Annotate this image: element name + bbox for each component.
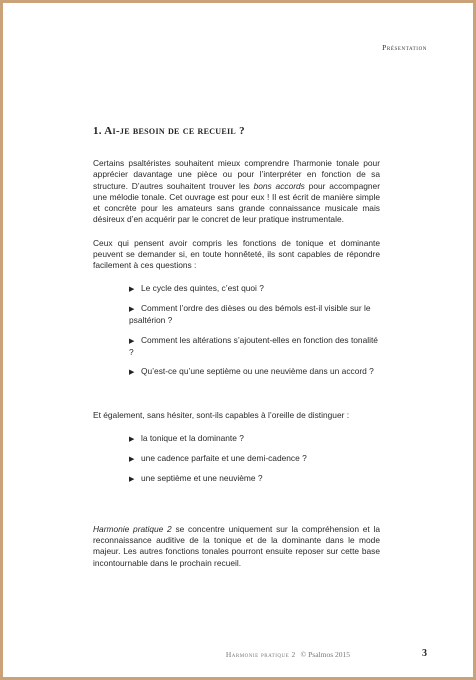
closing-italic-title: Harmonie pratique 2: [93, 523, 172, 534]
page-number: 3: [422, 648, 427, 659]
list-item: [129, 283, 380, 295]
intro-paragraph: [93, 158, 380, 226]
triangle-bullet-icon: ▶: [129, 305, 135, 313]
list-item-text: Comment les altérations s’ajoutent-elles en fonction des tonalité ?: [129, 334, 378, 357]
list-item-text: une cadence parfaite et une demi-cadence ?: [141, 453, 307, 464]
section-title: 1. Ai-je besoin de ce recueil ?: [93, 125, 245, 137]
list-item-text: Le cycle des quintes, c’est quoi ?: [141, 282, 264, 293]
list-item: [129, 335, 380, 359]
triangle-bullet-icon: ▶: [129, 337, 135, 345]
lead-paragraph: Ceux qui pensent avoir compris les fonctions de tonique et dominante peuvent se demander si, en toute honnêteté, ils sont capables de répondre facilement à ces questions :: [93, 237, 380, 271]
footer-copyright: © Psalmos 2015: [300, 650, 350, 659]
list-item: [129, 473, 380, 485]
closing-text: se concentre uniquement sur la compréhension et la reconnaissance auditive de la tonique et de la dominante dans le mode majeur. Les autres fonctions tonales pourront ensuite reposer sur cette base incontournable dans le prochain recueil.: [93, 523, 380, 568]
triangle-bullet-icon: ▶: [129, 456, 135, 464]
middle-paragraph: Et également, sans hésiter, sont-ils capables à l’oreille de distinguer :: [93, 410, 350, 421]
triangle-bullet-icon: ▶: [129, 285, 135, 293]
intro-text-end: pour accompagner une mélodie tonale. Cet ouvrage est pour eux ! Il est écrit de manière simple et concrète pour les amateurs sans grande connaissance musicale mais désireux d’en acquérir par le concret de leur pratique instrumentale.: [93, 180, 380, 225]
footer-book-credit: [226, 650, 350, 659]
list-item-text: la tonique et la dominante ?: [141, 432, 244, 443]
list-item: [129, 453, 380, 465]
list-item-text: une septième et une neuvième ?: [141, 473, 263, 484]
distinguish-list: [93, 433, 380, 486]
list-item: [129, 366, 380, 378]
running-head: Présentation: [382, 43, 427, 52]
list-item: [129, 433, 380, 445]
triangle-bullet-icon: ▶: [129, 476, 135, 484]
footer-book-title: Harmonie pratique 2: [225, 650, 296, 659]
triangle-bullet-icon: ▶: [129, 435, 135, 443]
triangle-bullet-icon: ▶: [129, 369, 135, 377]
intro-text-start: Certains psaltéristes souhaitent mieux comprendre l’harmonie tonale pour apprécier davantage une pièce ou pour l’interpréter en fonction de sa structure. D’autres souhaitent trouver les: [93, 158, 380, 191]
closing-paragraph: [93, 524, 380, 569]
list-item: [129, 303, 380, 327]
questions-list: [93, 283, 380, 379]
intro-italic-term: bons accords: [253, 180, 305, 191]
list-item-text: Comment l’ordre des dièses ou des bémols est-il visible sur le psaltérion ?: [129, 302, 371, 326]
page-content: [93, 125, 380, 569]
list-item-text: Qu’est-ce qu’une septième ou une neuvième dans un accord ?: [141, 366, 374, 377]
